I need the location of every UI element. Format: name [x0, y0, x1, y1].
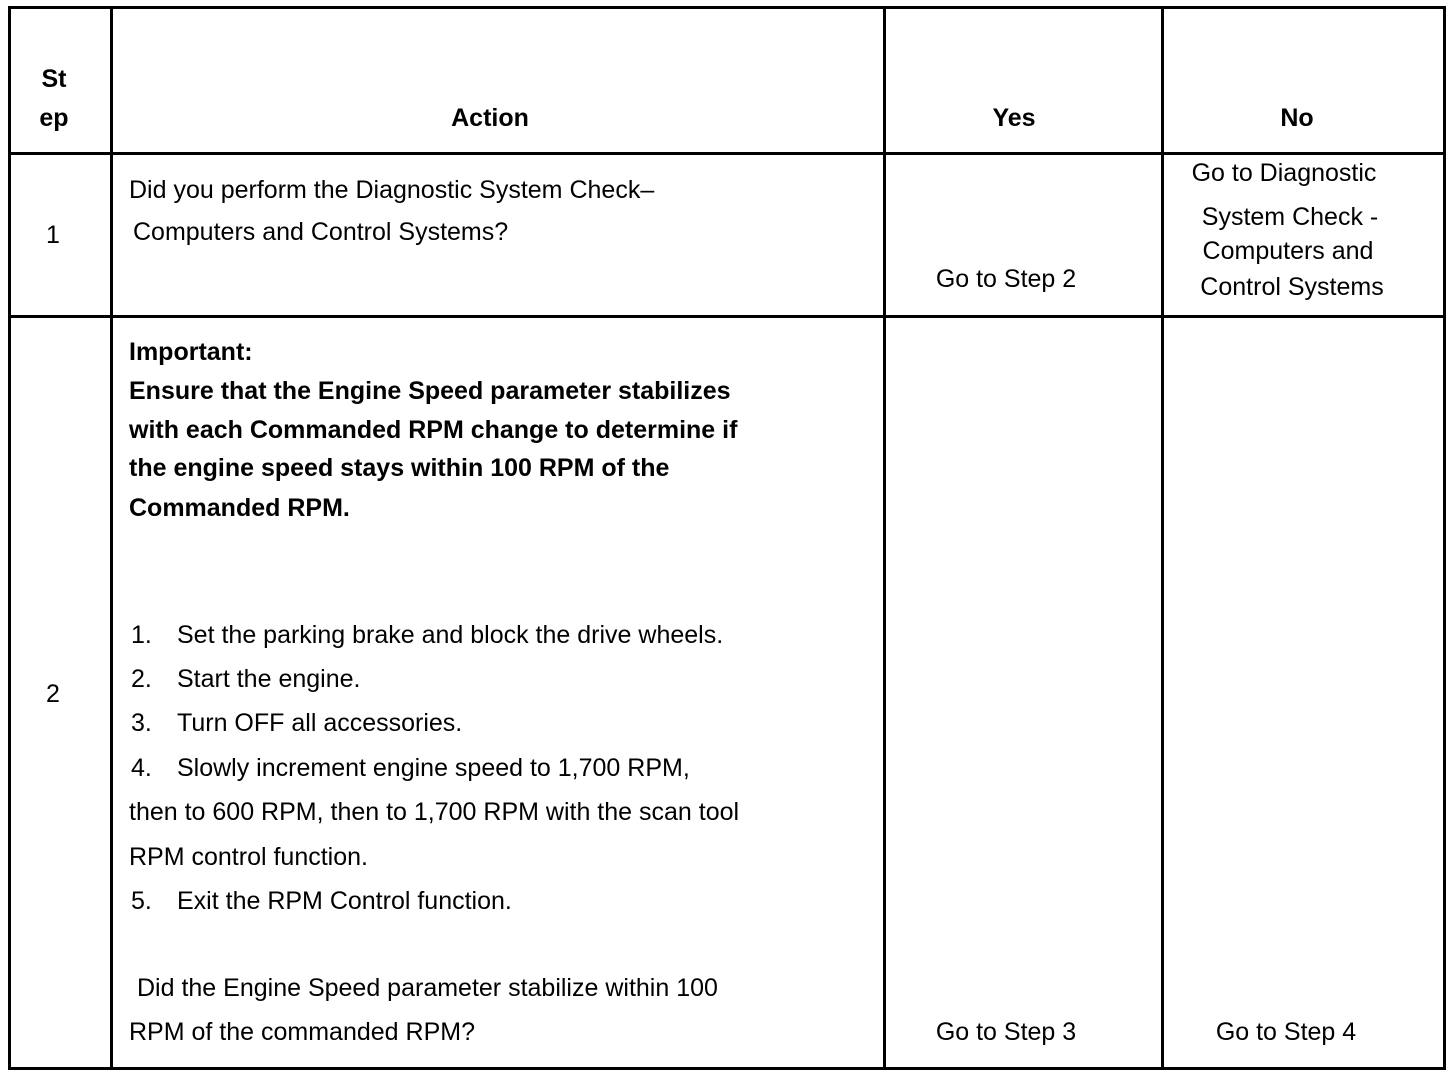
procedure-step-2-number: 2.	[131, 665, 152, 693]
header-step-line2: ep	[39, 104, 69, 132]
row2-important-line4: Commanded RPM.	[129, 494, 350, 522]
row1-action-line1: Did you perform the Diagnostic System Check–	[129, 176, 655, 204]
row-divider-header	[11, 152, 1443, 155]
row-divider-step1	[11, 315, 1443, 318]
row1-no-line2: System Check -	[1201, 203, 1379, 231]
row2-step-number: 2	[46, 680, 60, 708]
procedure-step-5-text: Exit the RPM Control function.	[177, 887, 512, 915]
header-action: Action	[451, 104, 529, 132]
row1-action-line2: Computers and Control Systems?	[133, 218, 509, 246]
procedure-step-4-continuation-1: then to 600 RPM, then to 1,700 RPM with the scan tool	[129, 798, 740, 826]
row2-yes-result: Go to Step 3	[935, 1018, 1077, 1046]
header-yes: Yes	[992, 104, 1036, 132]
procedure-step-3-number: 3.	[131, 709, 152, 737]
procedure-step-4-continuation-2: RPM control function.	[129, 843, 368, 871]
procedure-step-4-number: 4.	[131, 754, 152, 782]
row2-important-line3: the engine speed stays within 100 RPM of the	[129, 454, 670, 482]
header-step-line1: St	[41, 65, 67, 93]
row2-no-result: Go to Step 4	[1215, 1018, 1357, 1046]
row2-important-label: Important:	[129, 338, 253, 366]
row1-no-line4: Control Systems	[1200, 273, 1384, 301]
procedure-step-2-text: Start the engine.	[177, 665, 361, 693]
row1-no-line3: Computers and	[1202, 237, 1374, 265]
procedure-step-1-number: 1.	[131, 621, 152, 649]
procedure-step-1-text: Set the parking brake and block the drive wheels.	[177, 621, 724, 649]
row1-step-number: 1	[46, 221, 60, 249]
row2-important-line1: Ensure that the Engine Speed parameter stabilizes	[129, 377, 731, 405]
procedure-step-3-text: Turn OFF all accessories.	[177, 709, 463, 737]
row2-question-line2: RPM of the commanded RPM?	[129, 1018, 475, 1046]
column-divider-action-yes	[883, 9, 886, 1067]
row1-no-line1: Go to Diagnostic	[1191, 159, 1377, 187]
row2-question-line1: Did the Engine Speed parameter stabilize within 100	[137, 974, 718, 1002]
header-no: No	[1280, 104, 1314, 132]
procedure-step-4-text: Slowly increment engine speed to 1,700 RPM,	[177, 754, 690, 782]
row1-yes-result: Go to Step 2	[935, 265, 1077, 293]
procedure-step-5-number: 5.	[131, 887, 152, 915]
column-divider-step-action	[110, 9, 113, 1067]
column-divider-yes-no	[1161, 9, 1164, 1067]
row2-important-line2: with each Commanded RPM change to determine if	[129, 416, 738, 444]
